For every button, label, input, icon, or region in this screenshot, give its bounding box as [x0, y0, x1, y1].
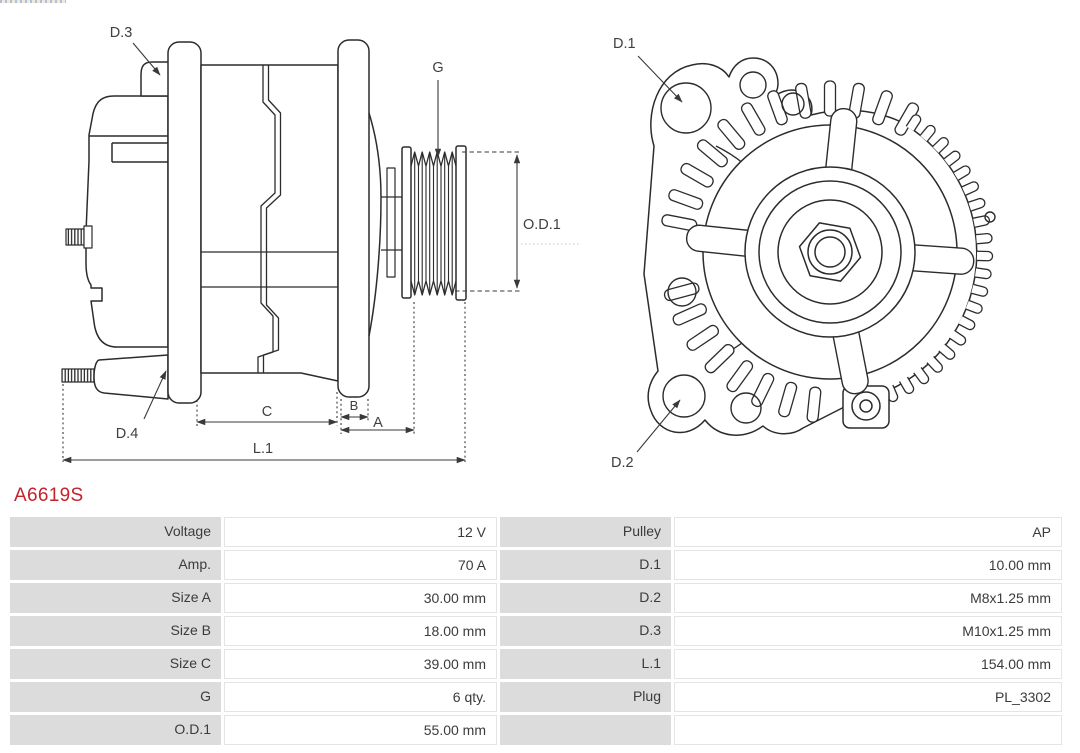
- spec-label: D.3: [500, 616, 671, 646]
- spec-value: [674, 715, 1062, 745]
- front-view-labels: [611, 36, 636, 471]
- spec-value: 12 V: [224, 517, 497, 547]
- spec-label: O.D.1: [10, 715, 221, 745]
- pulley-side: [402, 146, 466, 300]
- rear-mounting-ear: [168, 42, 201, 403]
- table-row: [10, 517, 1064, 547]
- spec-label: D.1: [500, 550, 671, 580]
- spec-value: 70 A: [224, 550, 497, 580]
- spec-table: [10, 517, 1064, 745]
- dim-label-d1: D.1: [613, 36, 636, 52]
- spec-value: AP: [674, 517, 1062, 547]
- spec-label: Voltage: [10, 517, 221, 547]
- dim-label-a: A: [373, 415, 383, 431]
- table-row: [10, 616, 1064, 646]
- table-row: [10, 649, 1064, 679]
- dim-label-l1: L.1: [252, 441, 274, 457]
- dim-label-d3: D.3: [109, 25, 133, 41]
- mount-stud: [62, 369, 95, 382]
- spec-label: D.2: [500, 583, 671, 613]
- dim-label-c: C: [261, 404, 273, 420]
- spec-value: 30.00 mm: [224, 583, 497, 613]
- rear-housing: [86, 96, 168, 347]
- spec-label: Size C: [10, 649, 221, 679]
- spec-value: M8x1.25 mm: [674, 583, 1062, 613]
- spec-value: 6 qty.: [224, 682, 497, 712]
- product-code: A6619S: [14, 485, 84, 506]
- terminal-stud: [66, 226, 92, 248]
- table-row: [10, 682, 1064, 712]
- dim-label-od1: O.D.1: [523, 217, 561, 233]
- spec-label: Plug: [500, 682, 671, 712]
- table-row: [10, 715, 1064, 745]
- spec-value: 154.00 mm: [674, 649, 1062, 679]
- spec-label: L.1: [500, 649, 671, 679]
- housing-body: [201, 65, 338, 381]
- spec-label: Pulley: [500, 517, 671, 547]
- dim-label-g: G: [432, 60, 444, 76]
- spec-value: 39.00 mm: [224, 649, 497, 679]
- dim-label-d4: D.4: [115, 426, 139, 442]
- spec-label: G: [10, 682, 221, 712]
- d4-boss: [94, 355, 168, 399]
- dim-label-b: B: [349, 398, 359, 413]
- spec-label: [500, 715, 671, 745]
- spec-value: 55.00 mm: [224, 715, 497, 745]
- front-mounting-ear: [338, 40, 369, 397]
- spec-label: Size A: [10, 583, 221, 613]
- spec-value: 18.00 mm: [224, 616, 497, 646]
- side-view-drawing: [62, 40, 466, 403]
- spec-label: Amp.: [10, 550, 221, 580]
- spec-value: 10.00 mm: [674, 550, 1062, 580]
- front-nose: [369, 113, 381, 336]
- spec-label: Size B: [10, 616, 221, 646]
- shaft: [381, 168, 402, 277]
- d3-boss: [141, 62, 168, 96]
- table-row: [10, 550, 1064, 580]
- table-row: [10, 583, 1064, 613]
- dim-label-d2: D.2: [611, 455, 634, 471]
- spec-value: M10x1.25 mm: [674, 616, 1062, 646]
- spec-value: PL_3302: [674, 682, 1062, 712]
- front-view-drawing: [644, 58, 995, 435]
